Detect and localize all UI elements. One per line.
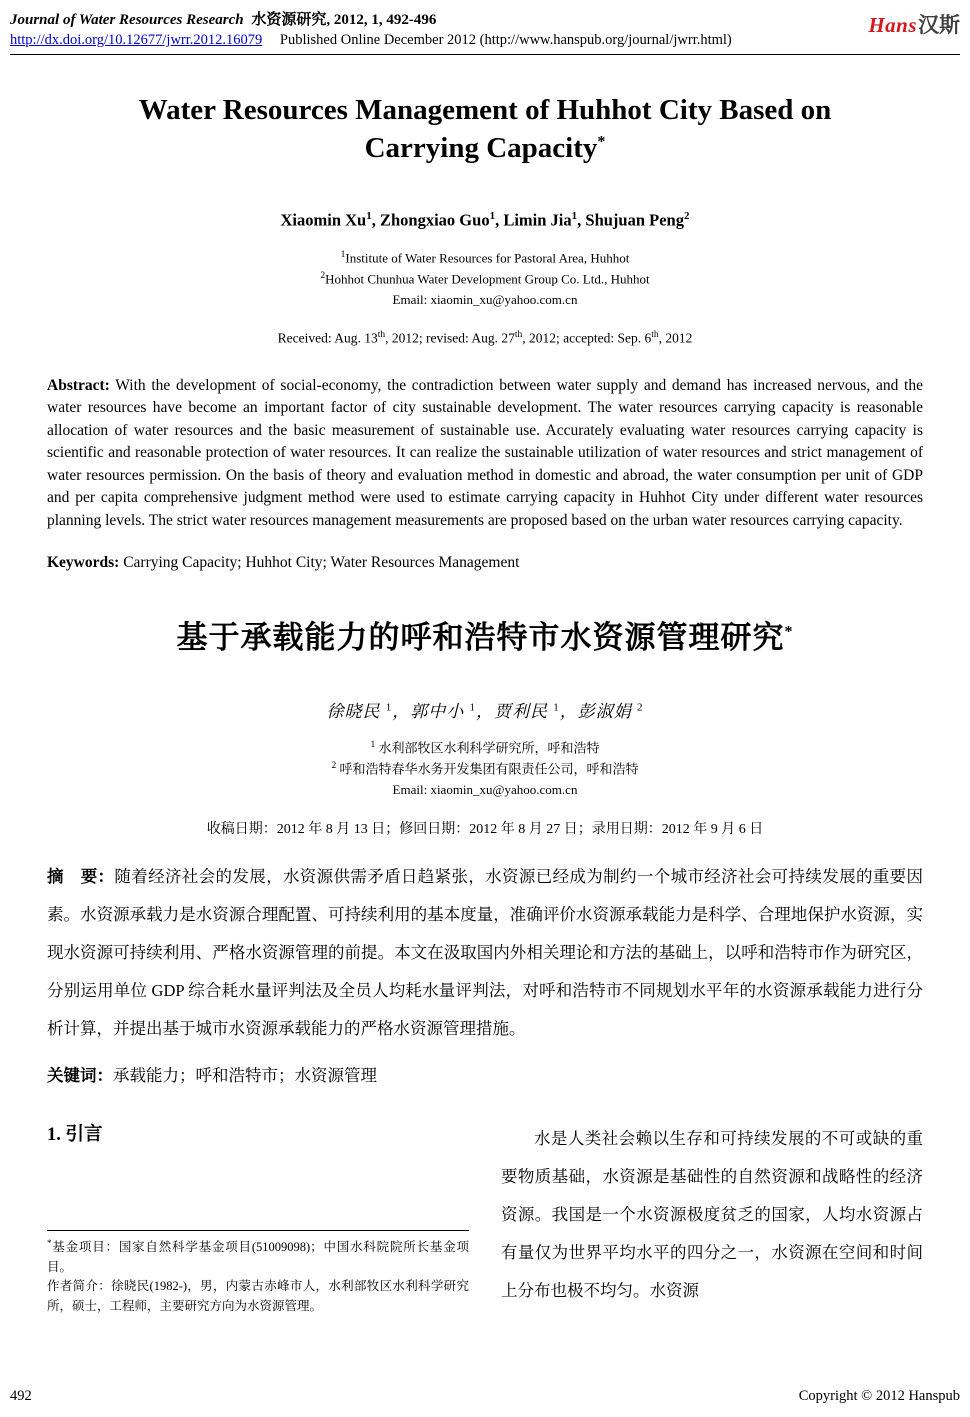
footnote-author-bio: 作者简介：徐晓民(1982-)，男，内蒙古赤峰市人，水利部牧区水利科学研究所，硕士，工程师，主要研究方向为水资源管理。 <box>47 1279 469 1313</box>
doi-link[interactable]: http://dx.doi.org/10.12677/jwrr.2012.16079 <box>10 32 263 48</box>
left-column <box>47 1120 469 1316</box>
affiliations-cn <box>47 738 923 800</box>
affiliation-1-cn: $^1$ 水利部牧区水利科学研究所，呼和浩特 <box>370 740 600 756</box>
journal-header-text <box>10 8 732 49</box>
authors-cn: 徐晓民 $^1$，郭中小 $^1$，贾利民 $^1$，彭淑娟 $^2$ <box>326 701 644 722</box>
journal-header <box>10 8 960 49</box>
introduction-paragraph: 水是人类社会赖以生存和可持续发展的不可或缺的重要物质基础，水资源是基础性的自然资源和战略性的经济资源。我国是一个水资源极度贫乏的国家，人均水资源占有量仅为世界平均水平的四分之一，水资源在空间和时间上分布也极不均匀。水资源 <box>501 1129 923 1300</box>
affiliation-1-en: $^1$Institute of Water Resources for Pastoral Area, Huhhot <box>340 250 630 266</box>
keywords-en: Keywords: Carrying Capacity; Huhhot City; Water Resources Management <box>47 554 520 572</box>
affiliation-2-en: $^2$Hohhot Chunhua Water Development Group Co. Ltd., Huhhot <box>320 270 650 287</box>
header-divider <box>10 54 960 55</box>
page-footer <box>10 1388 960 1405</box>
keywords-cn: 关键词：承载能力；呼和浩特市；水资源管理 <box>47 1066 377 1085</box>
journal-title-cn: 水资源研究, 2012, 1, 492-496 <box>251 12 437 28</box>
logo-hans-text: Hans <box>868 13 917 37</box>
right-column <box>501 1120 923 1316</box>
logo-cn-text: 汉斯 <box>918 13 960 37</box>
published-info: Published Online December 2012 (http://www.hanspub.org/journal/jwrr.html) <box>279 32 732 48</box>
article-title-cn: 基于承载能力的呼和浩特市水资源管理研究* <box>176 620 794 656</box>
article-title-en-line1: Water Resources Management of Huhhot City Based on <box>138 94 832 126</box>
article-title-en <box>47 91 923 168</box>
email-cn: Email: xiaomin_xu@yahoo.com.cn <box>392 781 578 797</box>
section-1-heading: 1. 引言 <box>47 1125 103 1145</box>
affiliations-en <box>47 248 923 310</box>
affiliation-2-cn: $^2$ 呼和浩特春华水务开发集团有限责任公司，呼和浩特 <box>331 760 639 777</box>
copyright: Copyright © 2012 Hanspub <box>798 1388 960 1404</box>
publication-line <box>10 32 732 49</box>
abstract-cn: 摘 要：随着经济社会的发展，水资源供需矛盾日趋紧张，水资源已经成为制约一个城市经济社会可持续发展的重要因素。水资源承载力是水资源合理配置、可持续利用的基本度量，准确评价水资源承载能力是科学、合理地保护水资源，实现水资源可持续利用、严格水资源管理的前提。本文在汲取国内外相关理论和方法的基础上，以呼和浩特市作为研究区，分别运用单位 GDP 综合耗水量评判法及全员人均耗水量评判法，对呼和浩特市不同规划水平年的水资源承载能力进行分析计算，并提出基于城市水资源承载能力的严格水资源管理措施。 <box>47 867 924 1039</box>
hanspub-logo <box>868 9 960 39</box>
journal-title-line <box>10 8 732 29</box>
section-introduction <box>47 1120 923 1316</box>
received-dates-en: Received: Aug. 13th, 2012; revised: Aug. 27th, 2012; accepted: Sep. 6th, 2012 <box>277 330 693 346</box>
abstract-en: Abstract: With the development of social-economy, the contradiction between water supply and demand has increased nervous, and the water resources have become an important factor of city sustainable development. The water resources carrying capacity is reasonable allocation of water resources and the basic measurement of sustainable use. Accurately evaluating water resources carrying capacity is scientific and reasonable protection of water resources. It can realize the sustainable utilization of water resources and strict management of water resources permission. On the basis of theory and evaluation method in domestic and abroad, the water consumption per unit of GDP and per capita comprehensive judgment method were used to estimate carrying capacity in Huhhot City under different water resources planning levels. The strict water resources management measurements are proposed based on the urban water resources carrying capacity. <box>47 376 923 529</box>
footnote-funding: *基金项目：国家自然科学基金项目(51009098)；中国水科院院所长基金项目。 <box>47 1238 469 1274</box>
email-en: Email: xiaomin_xu@yahoo.com.cn <box>392 291 578 307</box>
journal-title-en: Journal of Water Resources Research <box>10 12 244 28</box>
article-title-en-line2: Carrying Capacity* <box>364 132 606 165</box>
footnote-block <box>47 1230 469 1316</box>
authors-en: Xiaomin Xu$^1$, Zhongxiao Guo$^1$, Limin Jia$^1$, Shujuan Peng$^2$ <box>280 209 690 230</box>
received-dates-cn: 收稿日期：2012 年 8 月 13 日；修回日期：2012 年 8 月 27 日；录用日期：2012 年 9 月 6 日 <box>206 822 764 838</box>
article-body <box>10 91 960 1316</box>
page-number: 492 <box>10 1388 32 1404</box>
